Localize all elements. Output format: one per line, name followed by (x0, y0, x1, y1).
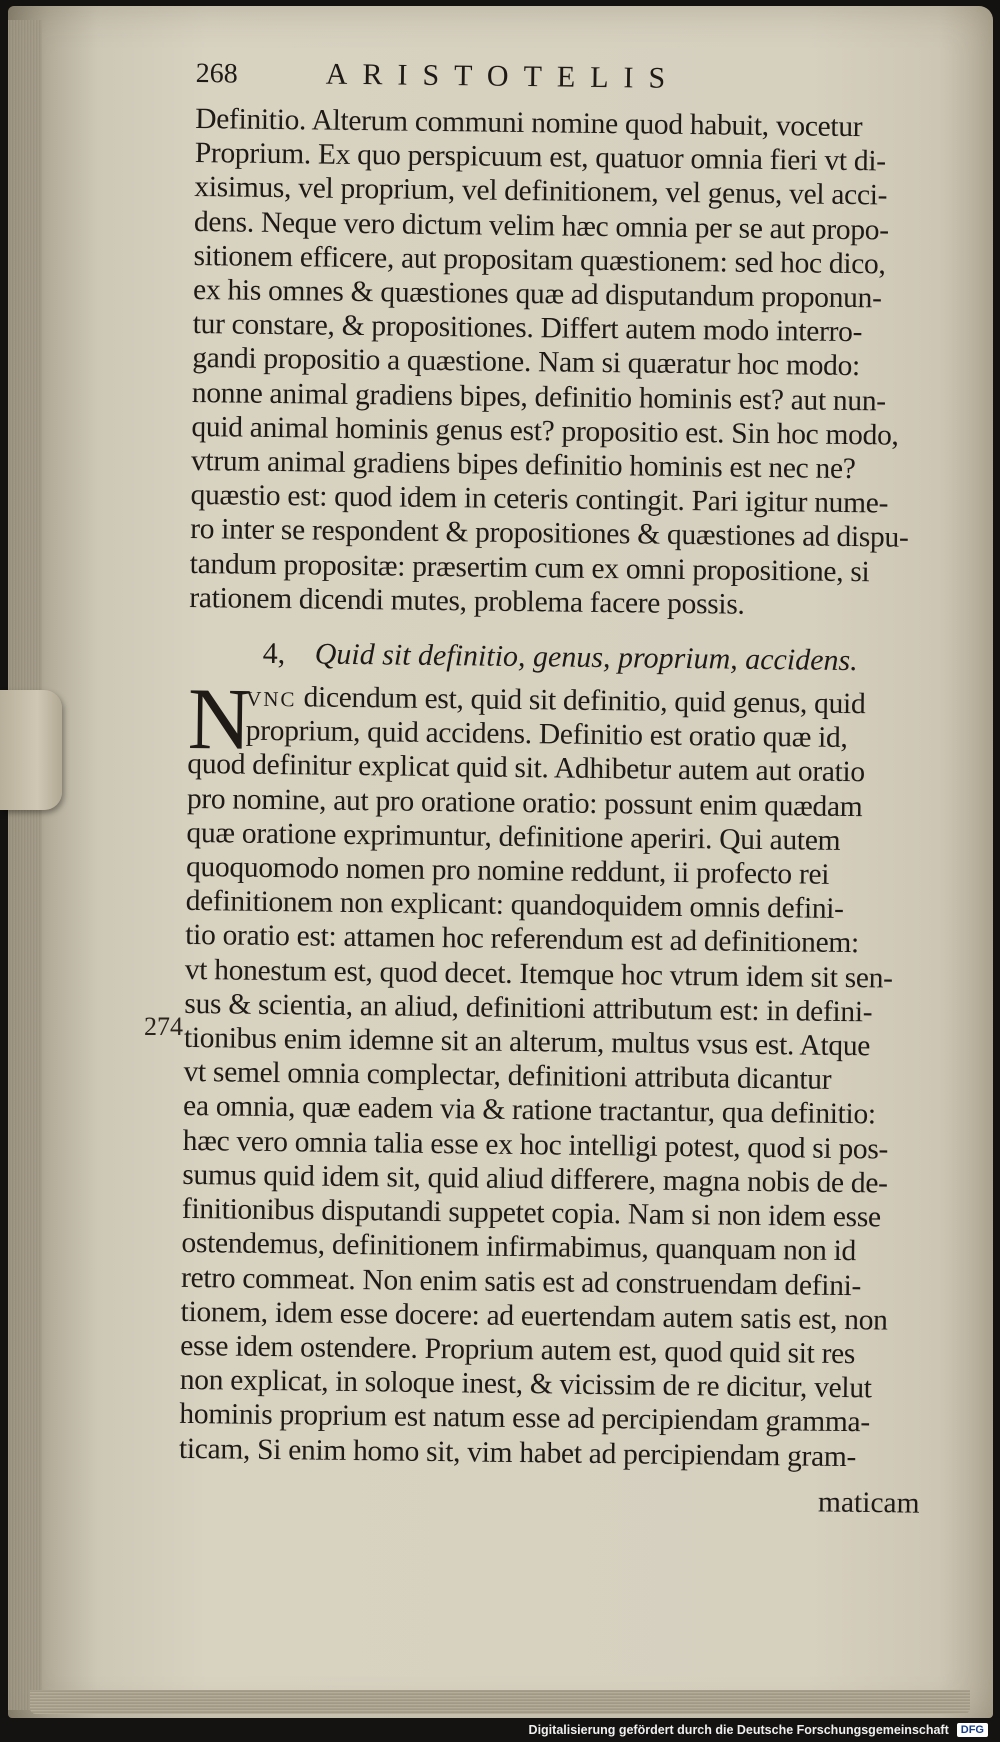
section-title: Quid sit definitio, genus, proprium, accidens. (314, 637, 858, 678)
running-title: ARISTOTELIS (325, 57, 681, 95)
text-line: retro commeat. Non enim satis est ad construendam defini- (180, 1261, 862, 1302)
digitization-footer (0, 1718, 1000, 1742)
text-line: quod definitur explicat quid sit. Adhibetur autem aut oratio (187, 748, 866, 789)
text-line: Proprium. Ex quo perspicuum est, quatuor omnia fieri vt di- (194, 137, 886, 178)
text-line: pro nomine, aut pro oratione oratio: possunt enim quædam (186, 782, 863, 823)
page-bottom-edges (30, 1690, 970, 1714)
text-line: vtrum animal gradiens bipes definitio hominis est nec ne? (190, 445, 856, 486)
text-block (179, 56, 944, 1475)
text-line: rationem dicendi mutes, problema facere possis. (189, 581, 745, 621)
text-line: hominis proprium est natum esse ad percipiendam gramma- (179, 1398, 871, 1439)
text-line: ex his omnes & quæstiones quæ ad disputandum proponun- (192, 273, 882, 315)
text-line: definitionem non explicant: quandoquidem omnis defini- (185, 885, 844, 926)
catchword: maticam (817, 1486, 920, 1520)
text-line: hæc vero omnia talia esse ex hoc intelligi potest, quod si pos- (182, 1124, 889, 1166)
bookmark-tab (0, 690, 62, 810)
page-fore-edges (8, 20, 42, 1710)
text-line: tionibus enim idemne sit an alterum, multus vsus est. Atque (183, 1022, 871, 1063)
paragraph-2 (178, 671, 937, 1475)
text-line: vt honestum est, quod decet. Itemque hoc vtrum idem sit sen- (184, 953, 893, 995)
drop-cap: N (187, 671, 253, 769)
text-line: sitionem efficere, aut propositam quæstionem: sed hoc dico, (193, 239, 886, 281)
text-line: finitionibus disputandi suppetet copia. Nam si non idem esse (181, 1193, 881, 1234)
text-line: sus & scientia, an aliud, definitioni attributum est: in defini- (184, 987, 873, 1029)
text-line: quoquomodo nomen pro nomine reddunt, ii profecto rei (185, 851, 830, 891)
text-line: non explicat, in soloque inest, & vicissim de re dicitur, velut (179, 1364, 872, 1405)
paragraph-1 (189, 102, 943, 624)
text-line: sumus quid idem sit, quid aliud differere, magna nobis de de- (182, 1158, 888, 1200)
page-number: 268 (195, 57, 238, 90)
text-line: nonne animal gradiens bipes, definitio hominis est? aut nun- (191, 376, 886, 418)
text-line: quæ oratione exprimuntur, definitione aperiri. Qui autem (186, 816, 841, 857)
text-line: vt semel omnia complectar, definitioni attributa dicantur (183, 1056, 832, 1097)
text-line: ostendemus, definitionem infirmabimus, quanquam non id (181, 1227, 857, 1268)
opening-word: vnc (245, 680, 297, 714)
text-line: tionem, idem esse docere: ad euertendam autem satis est, non (180, 1295, 888, 1337)
text-line: ea omnia, quæ eadem via & ratione tractantur, qua definitio: (182, 1090, 876, 1131)
text-line: esse idem ostendere. Proprium autem est, quod quid sit res (180, 1329, 856, 1371)
text-line: quid animal hominis genus est? propositio est. Sin hoc modo, (191, 410, 899, 452)
text-line: proprium, quid accidens. Definitio est oratio quæ id, (245, 714, 848, 755)
text-line: tio oratio est: attamen hoc referendum est ad definitionem: (185, 919, 860, 960)
text-line: Definitio. Alterum communi nomine quod habuit, vocetur (195, 102, 863, 144)
marginal-note: 274 (144, 1012, 183, 1041)
text-line: tur constare, & propositiones. Differt autem modo interro- (192, 308, 863, 349)
text-line: ro inter se respondent & propositiones & quæstiones ad dispu- (190, 513, 909, 555)
dfg-logo: DFG (957, 1723, 988, 1737)
text-line: tandum propositæ: præsertim cum ex omni propositione, si (189, 547, 870, 588)
text-line: xisimus, vel proprium, vel definitionem, vel genus, vel acci- (194, 171, 888, 212)
text-line: dens. Neque vero dictum velim hæc omnia per se aut propo- (193, 205, 889, 247)
footer-credit: Digitalisierung gefördert durch die Deutsche Forschungsgemeinschaft (528, 1723, 949, 1737)
text-line: gandi propositio a quæstione. Nam si quæratur hoc modo: (192, 342, 861, 383)
text-line: quæstio est: quod idem in ceteris contingit. Pari igitur nume- (190, 479, 889, 520)
section-heading (188, 635, 936, 680)
section-number: 4, (262, 636, 286, 671)
text-line-rest: dicendum est, quid sit definitio, quid genus, quid (296, 681, 866, 721)
text-line: ticam, Si enim homo sit, vim habet ad percipiendam gram- (178, 1432, 857, 1473)
